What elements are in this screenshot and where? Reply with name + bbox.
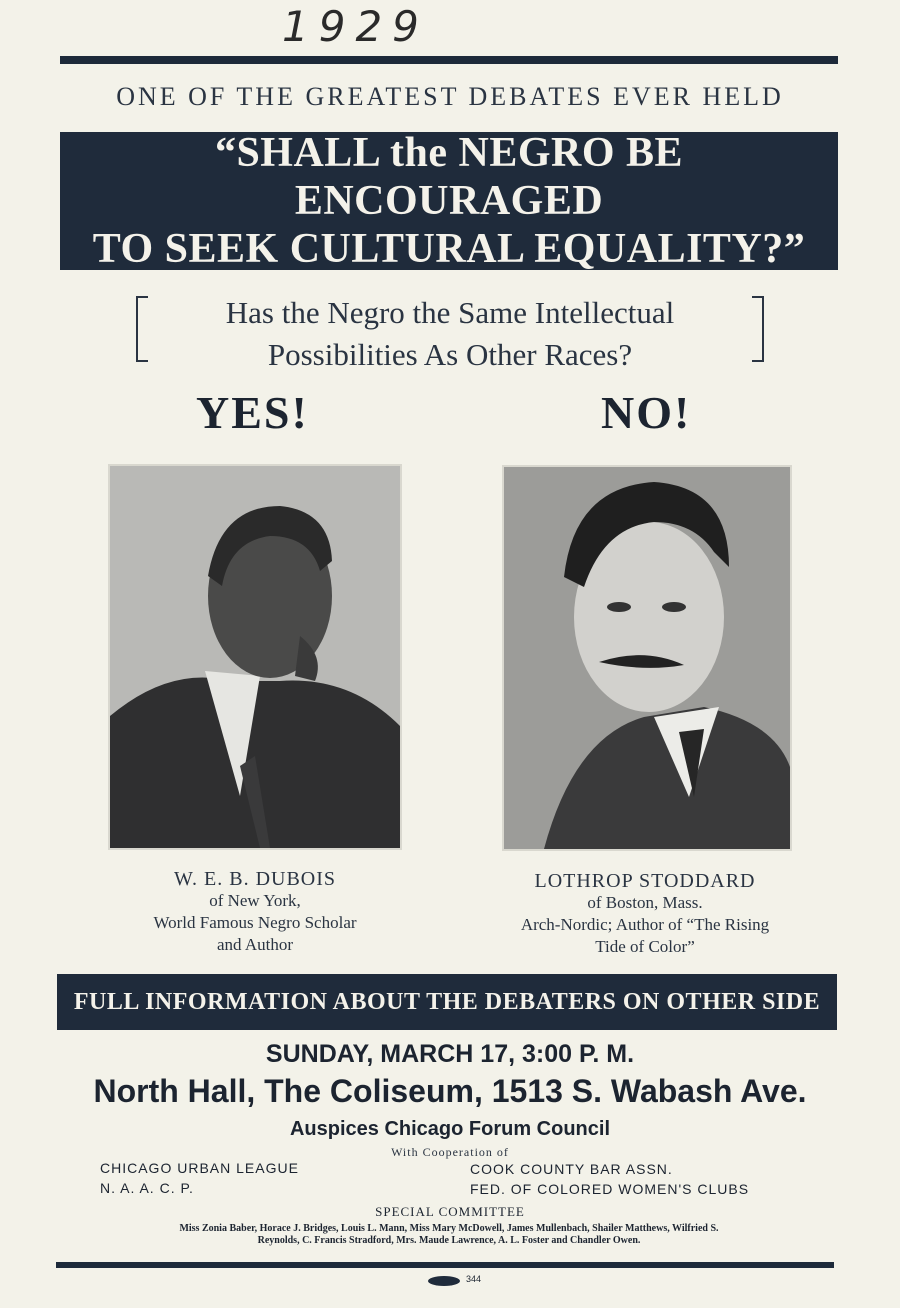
portrait-dubois-icon <box>110 466 400 848</box>
top-rule <box>60 56 838 64</box>
caption-stoddard <box>480 870 810 958</box>
debater-detail-line: Arch-Nordic; Author of “The Rising <box>520 915 770 934</box>
question-line-2: Possibilities As Other Races? <box>267 337 633 372</box>
debater-detail-line: of Boston, Mass. <box>587 893 703 912</box>
question-line-1: Has the Negro the Same Intellectual <box>225 295 675 330</box>
portrait-photo-dubois <box>108 464 402 850</box>
question-text <box>158 292 742 376</box>
cooperation-label: With Cooperation of <box>391 1145 509 1159</box>
event-date: SUNDAY, MARCH 17, 3:00 P. M. <box>265 1040 635 1068</box>
debate-question <box>130 292 770 376</box>
headline-line-2: TO SEEK CULTURAL EQUALITY?” <box>92 226 806 272</box>
debater-detail-line: World Famous Negro Scholar <box>153 913 357 932</box>
debater-detail-line: Tide of Color” <box>595 937 695 956</box>
organization-right-2: FED. OF COLORED WOMEN'S CLUBS <box>470 1181 750 1197</box>
yes-label: YES! <box>196 387 309 438</box>
event-auspices: Auspices Chicago Forum Council <box>289 1118 611 1140</box>
portrait-photo-stoddard <box>502 465 792 851</box>
debater-detail-line: of New York, <box>209 891 301 910</box>
caption-dubois <box>100 868 410 956</box>
info-banner: FULL INFORMATION ABOUT THE DEBATERS ON OTHER SIDE <box>57 974 837 1030</box>
event-venue: North Hall, The Coliseum, 1513 S. Wabash Ave. <box>93 1073 807 1109</box>
union-label: 344 <box>466 1274 482 1284</box>
committee-line-1: Miss Zonia Baber, Horace J. Bridges, Louis L. Mann, Miss Mary McDowell, James Mullenbach, Shailer Matthews, Wilfried S. <box>179 1223 719 1234</box>
handwritten-year: 1929 <box>282 2 429 51</box>
headline-line-1: “SHALL the NEGRO BE ENCOURAGED <box>214 130 684 224</box>
portrait-stoddard-icon <box>504 467 790 849</box>
debater-name-stoddard: LOTHROP STODDARD <box>534 870 756 892</box>
headline-banner <box>60 132 838 270</box>
no-label: NO! <box>601 387 692 438</box>
organization-left-1: CHICAGO URBAN LEAGUE <box>100 1160 299 1176</box>
organization-right-1: COOK COUNTY BAR ASSN. <box>470 1161 673 1177</box>
debater-name-dubois: W. E. B. DUBOIS <box>173 868 337 890</box>
tagline: ONE OF THE GREATEST DEBATES EVER HELD <box>116 82 784 111</box>
committee-title: SPECIAL COMMITTEE <box>375 1204 525 1219</box>
bottom-rule <box>56 1262 834 1268</box>
organization-left-2: N. A. A. C. P. <box>100 1180 194 1196</box>
union-bug-icon <box>428 1276 460 1286</box>
committee-line-2: Reynolds, C. Francis Stradford, Mrs. Maude Lawrence, A. L. Foster and Chandler Owen. <box>257 1235 641 1246</box>
debater-detail-line: and Author <box>216 935 294 954</box>
committee-members <box>54 1223 844 1247</box>
left-bracket-icon <box>136 296 148 362</box>
right-bracket-icon <box>752 296 764 362</box>
